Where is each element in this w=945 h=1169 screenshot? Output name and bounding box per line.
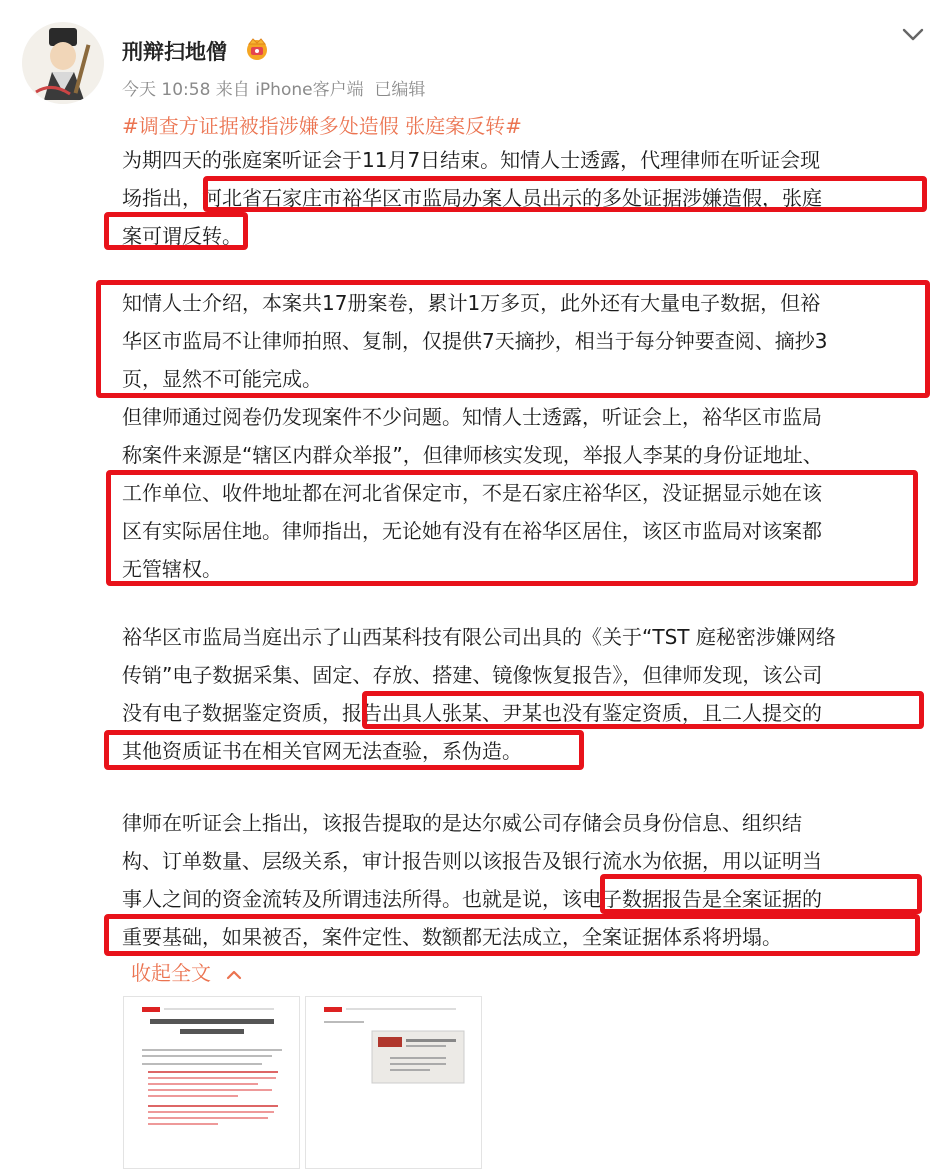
username[interactable]: 刑辩扫地僧 — [122, 40, 227, 64]
text-line: 构、订单数量、层级关系，审计报告则以该报告及银行流水为依据，用以证明当 — [122, 849, 822, 873]
text-line: 称案件来源是“辖区内群众举报”，但律师核实发现，举报人李某的身份证地址、 — [122, 443, 823, 467]
highlight-box — [96, 280, 930, 398]
avatar[interactable] — [22, 22, 104, 104]
image-thumbnail[interactable] — [123, 996, 300, 1169]
text-line: 场指出，河北省石家庄市裕华区市监局办案人员出示的多处证据涉嫌造假，张庭 — [122, 186, 822, 210]
highlight-box — [104, 212, 248, 250]
crown-badge-icon — [243, 35, 271, 61]
text-line: 工作单位、收件地址都在河北省保定市，不是石家庄裕华区，没证据显示她在该 — [122, 481, 822, 505]
text-line: 页，显然不可能完成。 — [122, 367, 322, 391]
text-line: 传销”电子数据采集、固定、存放、搭建、镜像恢复报告》，但律师发现，该公司 — [122, 663, 823, 687]
highlight-box — [362, 691, 924, 729]
text-line: 知情人士介绍，本案共17册案卷，累计1万多页，此外还有大量电子数据，但裕 — [122, 291, 821, 315]
highlight-box — [203, 176, 927, 212]
text-line: 事人之间的资金流转及所谓违法所得。也就是说，该电子数据报告是全案证据的 — [122, 887, 822, 911]
image-thumbnail[interactable] — [305, 996, 482, 1169]
collapse-button[interactable] — [131, 957, 243, 986]
text-line: 没有电子数据鉴定资质，报告出具人张某、尹某也没有鉴定资质，且二人提交的 — [122, 701, 822, 725]
text-line: 但律师通过阅卷仍发现案件不少问题。知情人士透露，听证会上，裕华区市监局 — [122, 405, 822, 429]
text-line: 无管辖权。 — [122, 557, 222, 581]
text-line: 华区市监局不让律师拍照、复制，仅提供7天摘抄，相当于每分钟要查阅、摘抄3 — [122, 329, 828, 353]
collapse-label: 收起全文 — [131, 961, 211, 985]
highlight-box — [600, 874, 922, 914]
post-meta: 今天 10:58 来自 iPhone客户端 已编辑 — [122, 80, 426, 100]
text-line: 律师在听证会上指出，该报告提取的是达尔威公司存储会员身份信息、组织结 — [122, 811, 802, 835]
text-line: 区有实际居住地。律师指出，无论她有没有在裕华区居住，该区市监局对该案都 — [122, 519, 822, 543]
document-image — [124, 997, 299, 1168]
highlight-box — [106, 470, 918, 586]
text-line: 案可谓反转。 — [122, 224, 242, 248]
chevron-down-icon[interactable] — [898, 22, 928, 46]
hashtag-link[interactable]: #调查方证据被指涉嫌多处造假 张庭案反转# — [122, 114, 522, 138]
text-line: 重要基础，如果被否，案件定性、数额都无法成立，全案证据体系将坍塌。 — [122, 925, 782, 949]
certificate-image — [306, 997, 481, 1168]
monk-avatar-icon — [22, 22, 104, 104]
text-line: 裕华区市监局当庭出示了山西某科技有限公司出具的《关于“TST 庭秘密涉嫌网络 — [122, 625, 836, 649]
chevron-up-icon — [225, 968, 243, 982]
highlight-box — [104, 914, 920, 956]
text-line: 为期四天的张庭案听证会于11月7日结束。知情人士透露，代理律师在听证会现 — [122, 148, 821, 172]
highlight-box — [104, 730, 584, 770]
text-line: 其他资质证书在相关官网无法查验，系伪造。 — [122, 739, 522, 763]
